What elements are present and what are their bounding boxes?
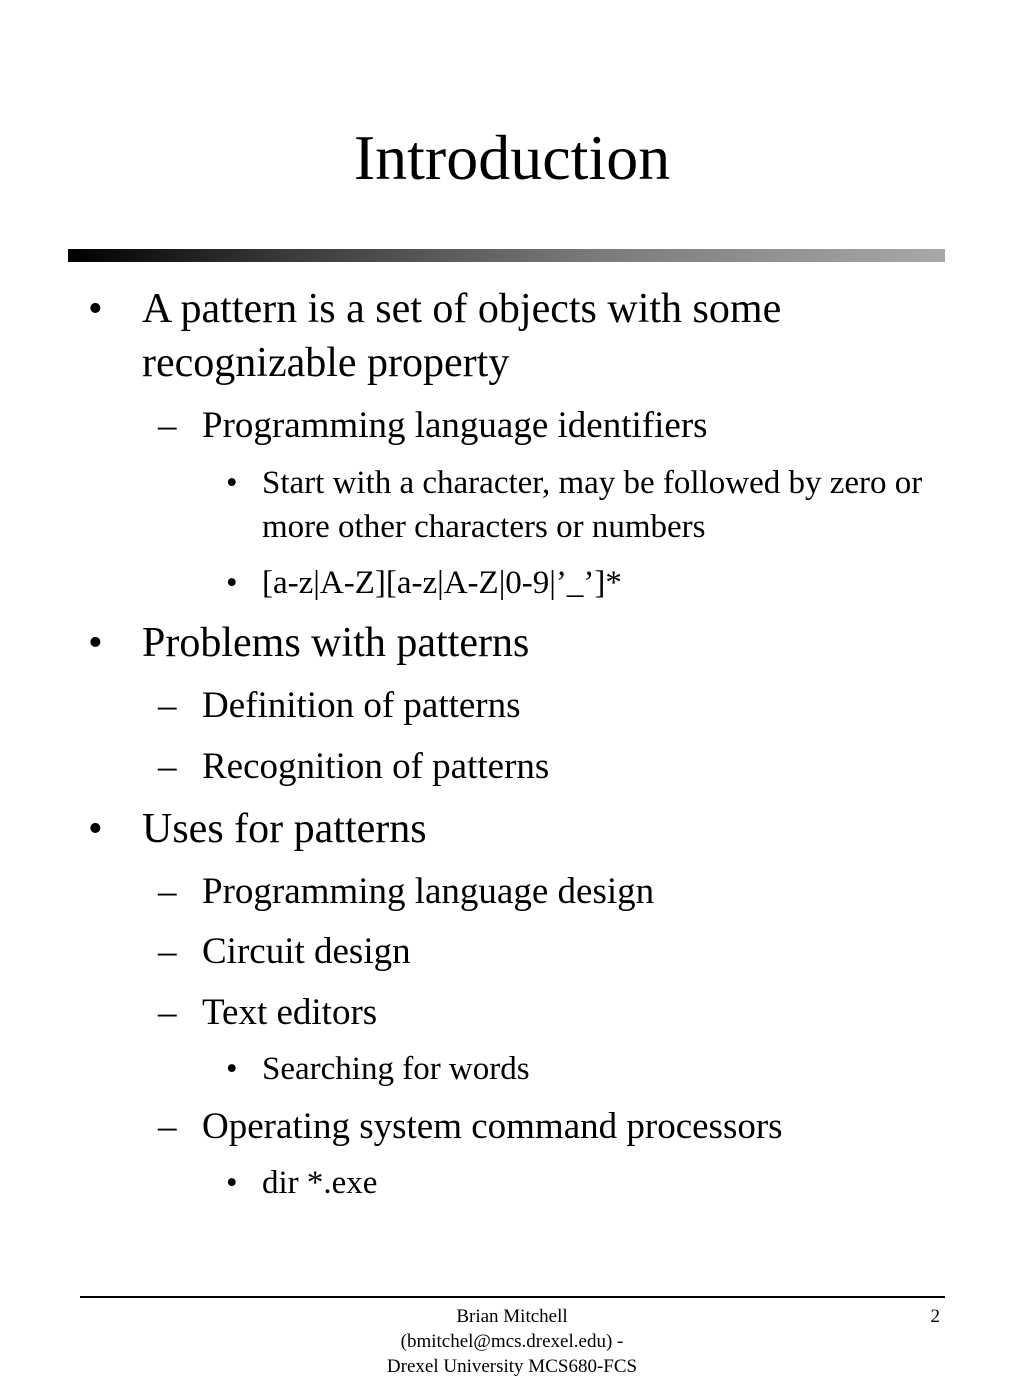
sub-sub-bullet-item	[226, 561, 952, 605]
bullet-item	[88, 802, 932, 856]
sub-bullet-text: Programming language design	[202, 871, 655, 912]
dash-icon: –	[158, 931, 177, 972]
dash-icon: –	[158, 1106, 177, 1147]
sub-bullet-text: Programming language identifiers	[202, 405, 708, 446]
sub-bullet-text: Operating system command processors	[202, 1106, 783, 1147]
sub-bullet-text: Recognition of patterns	[202, 746, 550, 787]
sub-bullet-text: Definition of patterns	[202, 685, 521, 726]
sub-bullet-item	[158, 868, 942, 916]
sub-sub-bullet-text: Start with a character, may be followed by zero or more other characters or numbers	[262, 465, 923, 545]
sub-sub-bullet-item	[226, 461, 952, 549]
sub-sub-bullet-text: [a-z|A-Z][a-z|A-Z|0-9|’_’]*	[262, 565, 622, 601]
bullet-item	[88, 616, 932, 670]
bullet-icon: •	[226, 1051, 238, 1087]
bullet-icon: •	[226, 465, 238, 501]
bullet-text: Uses for patterns	[142, 806, 427, 852]
bullet-icon: •	[88, 286, 103, 332]
bullet-icon: •	[226, 565, 238, 601]
bullet-text: Problems with patterns	[142, 620, 530, 666]
sub-bullet-item	[158, 989, 942, 1037]
sub-bullet-text: Circuit design	[202, 931, 411, 972]
bullet-icon: •	[226, 1165, 238, 1201]
sub-sub-bullet-item	[226, 1047, 952, 1091]
dash-icon: –	[158, 992, 177, 1033]
sub-bullet-item	[158, 743, 942, 791]
bullet-item	[88, 282, 932, 390]
footer-text	[312, 1304, 712, 1379]
sub-bullet-item	[158, 928, 942, 976]
sub-bullet-item	[158, 682, 942, 730]
sub-bullet-item	[158, 402, 942, 450]
bullet-icon: •	[88, 620, 103, 666]
sub-bullet-item	[158, 1103, 942, 1151]
sub-sub-bullet-text: Searching for words	[262, 1051, 530, 1087]
dash-icon: –	[158, 871, 177, 912]
sub-sub-bullet-text: dir *.exe	[262, 1165, 378, 1201]
footer-course: Drexel University MCS680-FCS	[386, 1356, 638, 1377]
footer-email: (bmitchel@mcs.drexel.edu) -	[400, 1331, 624, 1352]
footer-author: Brian Mitchell	[456, 1306, 568, 1327]
sub-bullet-text: Text editors	[202, 992, 378, 1033]
bullet-text: A pattern is a set of objects with some recognizable property	[142, 286, 782, 386]
dash-icon: –	[158, 685, 177, 726]
page-number: 2	[930, 1306, 940, 1327]
dash-icon: –	[158, 405, 177, 446]
sub-sub-bullet-item	[226, 1161, 952, 1205]
dash-icon: –	[158, 746, 177, 787]
footer-divider	[80, 1296, 945, 1298]
bullet-icon: •	[88, 806, 103, 852]
slide-title: Introduction	[353, 122, 671, 193]
